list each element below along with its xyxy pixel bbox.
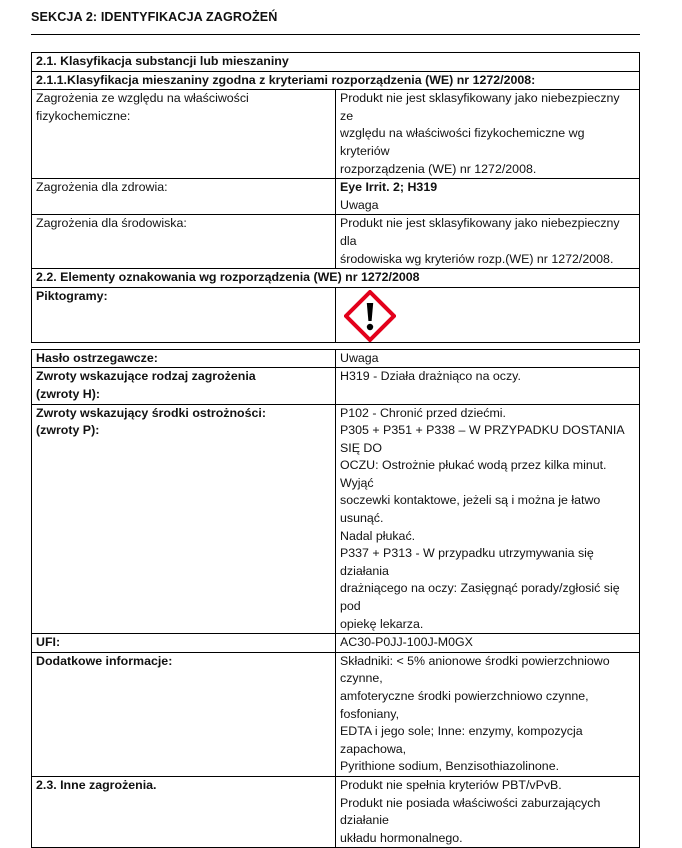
signal-word-value: Uwaga <box>336 349 640 368</box>
value-line: Produkt nie spełnia kryteriów PBT/vPvB. <box>340 777 562 792</box>
value-line: P305 + P351 + P338 – W PRZYPADKU DOSTANIA SIĘ DO <box>340 423 624 455</box>
value-line: drażniącego na oczy: Zasięgnąć porady/zgłosić się pod <box>340 581 620 614</box>
table-row <box>32 349 640 368</box>
label-line: Zagrożenia ze względu na właściwości <box>36 91 249 106</box>
ufi-value: AC30-P0JJ-100J-M0GX <box>336 634 640 653</box>
table-row <box>32 90 640 179</box>
h-statements-label <box>32 368 336 404</box>
section-divider <box>31 34 640 35</box>
value-line: Produkt nie posiada właściwości zaburzających działanie <box>340 795 601 828</box>
spacer <box>32 342 640 349</box>
pictograms-value <box>336 287 640 342</box>
spacer-row <box>32 342 640 349</box>
value-line: rozporządzenia (WE) nr 1272/2008. <box>340 161 537 176</box>
label-line: Zwroty wskazujące rodzaj zagrożenia <box>36 369 256 384</box>
ufi-label: UFI: <box>32 634 336 653</box>
table-row <box>32 71 640 90</box>
table-row <box>32 368 640 404</box>
value-line: OCZU: Ostrożnie płukać wodą przez kilka minut. Wyjąć <box>340 458 607 490</box>
value-line: układu hormonalnego. <box>340 830 463 845</box>
label-line: (zwroty P): <box>36 423 100 438</box>
value-line: EDTA i jego sole; Inne: enzymy, kompozycja zapachowa, <box>340 724 583 756</box>
hazard-class: Eye Irrit. 2; H319 <box>340 180 438 195</box>
signal-word-label: Hasło ostrzegawcze: <box>32 349 336 368</box>
value-line: amfoteryczne środki powierzchniowo czynne, fosfoniany, <box>340 689 589 721</box>
value-line: Produkt nie jest sklasyfikowany jako niebezpieczny ze <box>340 91 620 123</box>
pictograms-label: Piktogramy: <box>32 287 336 342</box>
physchem-value <box>336 90 640 179</box>
value-line: Pyrithione sodium, Benzisothiazolinone. <box>340 759 560 774</box>
value-line: P337 + P313 - W przypadku utrzymywania się działania <box>340 546 594 578</box>
table-row <box>32 776 640 847</box>
health-value <box>336 179 640 215</box>
ghs07-exclamation-mark-icon <box>344 290 396 342</box>
table-row <box>32 634 640 653</box>
table-row <box>32 287 640 342</box>
value-line: względu na właściwości fizykochemiczne wg kryteriów <box>340 126 585 158</box>
table-row <box>32 215 640 269</box>
label-line: fizykochemiczne: <box>36 108 131 123</box>
other-hazards-label: 2.3. Inne zagrożenia. <box>32 776 336 847</box>
table-row <box>32 53 640 72</box>
environment-value <box>336 215 640 269</box>
label-line: Zagrożenia dla zdrowia: <box>36 180 168 195</box>
value-line: H319 - Działa drażniąco na oczy. <box>340 369 521 384</box>
value-line: Nadal płukać. <box>340 528 416 543</box>
value-line: opiekę lekarza. <box>340 616 424 631</box>
label-line: Zwroty wskazujący środki ostrożności: <box>36 405 266 420</box>
h-statements-value <box>336 368 640 404</box>
additional-info-value <box>336 652 640 776</box>
health-label <box>32 179 336 215</box>
table-row <box>32 269 640 288</box>
section-title: SEKCJA 2: IDENTYFIKACJA ZAGROŻEŃ <box>31 10 278 24</box>
other-hazards-value <box>336 776 640 847</box>
heading-2-1-1: 2.1.1.Klasyfikacja mieszaniny zgodna z kryteriami rozporządzenia (WE) nr 1272/2008: <box>32 71 640 90</box>
value-line: Składniki: < 5% anionowe środki powierzchniowo czynne, <box>340 653 610 686</box>
hazard-identification-table <box>31 52 640 848</box>
table-row <box>32 404 640 634</box>
value-line: P102 - Chronić przed dziećmi. <box>340 405 506 420</box>
label-line: (zwroty H): <box>36 386 101 401</box>
p-statements-value <box>336 404 640 634</box>
p-statements-label <box>32 404 336 634</box>
table-row <box>32 652 640 776</box>
heading-2-1: 2.1. Klasyfikacja substancji lub mieszaniny <box>32 53 640 72</box>
value-line: soczewki kontaktowe, jeżeli są i można je łatwo usunąć. <box>340 493 601 526</box>
value-line: środowiska wg kryteriów rozp.(WE) nr 1272/2008. <box>340 251 614 266</box>
environment-label <box>32 215 336 269</box>
label-line: Zagrożenia dla środowiska: <box>36 216 187 231</box>
table-row <box>32 179 640 215</box>
value-line: Uwaga <box>340 197 379 212</box>
physchem-label <box>32 90 336 179</box>
additional-info-label: Dodatkowe informacje: <box>32 652 336 776</box>
value-line: Produkt nie jest sklasyfikowany jako niebezpieczny dla <box>340 216 620 248</box>
heading-2-2: 2.2. Elementy oznakowania wg rozporządzenia (WE) nr 1272/2008 <box>32 269 640 288</box>
